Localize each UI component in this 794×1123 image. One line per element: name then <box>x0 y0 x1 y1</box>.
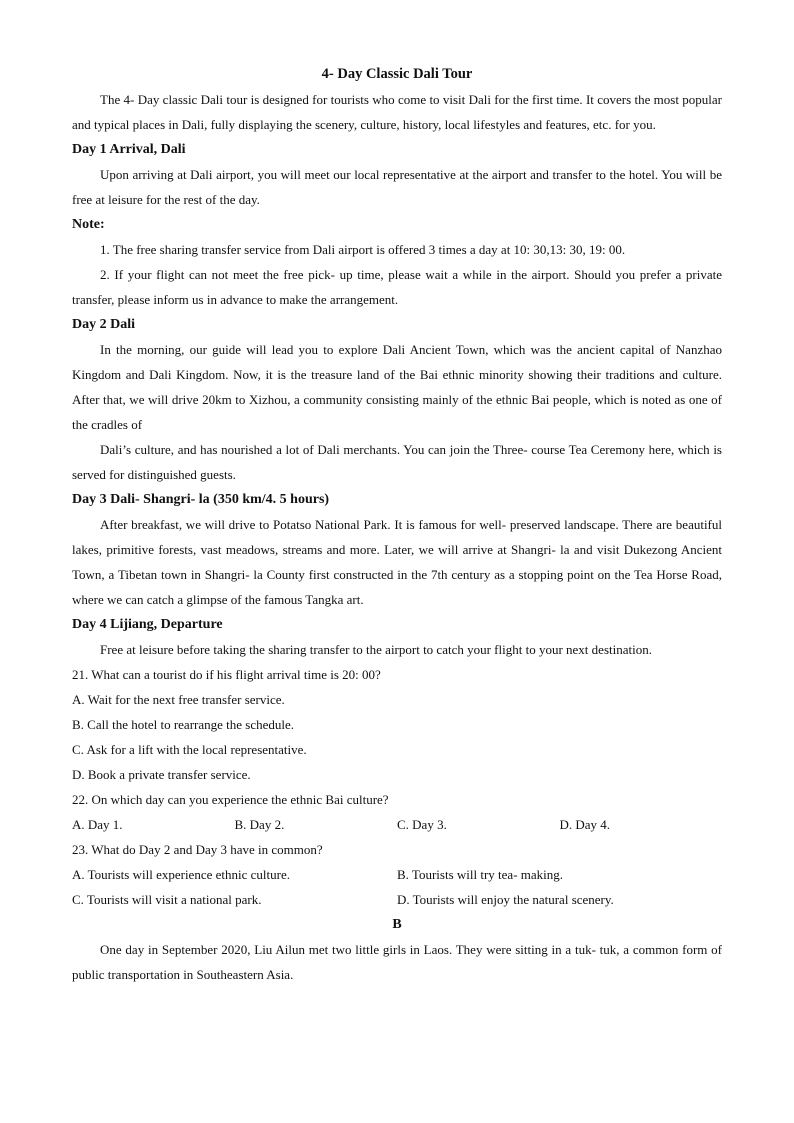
note-heading: Note: <box>72 217 105 232</box>
intro-paragraph: The 4- Day classic Dali tour is designed for tourists who come to visit Dali for the first time. It covers the most popular and typical places in Dali, fully displaying the scenery, culture, history, local lifestyles and features, etc. for you. <box>72 92 722 132</box>
section-b-label: B <box>392 917 402 932</box>
day2-heading: Day 2 Dali <box>72 317 135 332</box>
q22-option-b: B. Day 2. <box>234 817 285 832</box>
q21-option-a: A. Wait for the next free transfer service. <box>72 692 285 707</box>
day1-text: Upon arriving at Dali airport, you will meet our local representative at the airport and transfer to the hotel. You will be free at leisure for the rest of the day. <box>72 167 722 207</box>
question-23: 23. What do Day 2 and Day 3 have in common? <box>72 842 323 857</box>
day3-heading: Day 3 Dali- Shangri- la (350 km/4. 5 hours) <box>72 492 330 507</box>
q23-option-a: A. Tourists will experience ethnic culture. <box>72 867 290 882</box>
day4-text: Free at leisure before taking the sharing transfer to the airport to catch your flight to your next destination. <box>100 642 652 657</box>
q22-option-d: D. Day 4. <box>559 817 611 832</box>
document-title: 4- Day Classic Dali Tour <box>321 66 473 82</box>
document-page <box>72 62 722 987</box>
section-b-text: One day in September 2020, Liu Ailun met two little girls in Laos. They were sitting in a tuk- tuk, a common form of public transportation in Southeastern Asia. <box>72 942 722 982</box>
q21-option-d: D. Book a private transfer service. <box>72 767 251 782</box>
day4-heading: Day 4 Lijiang, Departure <box>72 617 223 632</box>
note-item-2: 2. If your flight can not meet the free pick- up time, please wait a while in the airport. Should you prefer a private transfer, please inform us in advance to make the arrangement. <box>72 267 722 307</box>
q22-options <box>72 812 722 837</box>
day2-text-2: Dali’s culture, and has nourished a lot of Dali merchants. You can join the Three- course Tea Ceremony here, which is served for distinguished guests. <box>72 442 722 482</box>
note-item-1: 1. The free sharing transfer service from Dali airport is offered 3 times a day at 10: 30,13: 30, 19: 00. <box>100 242 626 257</box>
day3-text: After breakfast, we will drive to Potatso National Park. It is famous for well- preserved landscape. There are beautiful lakes, primitive forests, vast meadows, streams and more. Later, we will arrive at Shangri- la and visit Dukezong Ancient Town, a Tibetan town in Shangri- la County first constructed in the 7th century as a stopping point on the Tea Horse Road, where we can catch a glimpse of the famous Tangka art. <box>72 517 722 607</box>
q22-option-c: C. Day 3. <box>397 817 447 832</box>
q23-options-row-1 <box>72 862 722 887</box>
q22-option-a: A. Day 1. <box>72 817 123 832</box>
day2-text-1: In the morning, our guide will lead you to explore Dali Ancient Town, which was the ancient capital of Nanzhao Kingdom and Dali Kingdom. Now, it is the treasure land of the Bai ethnic minority showing their traditions and culture. After that, we will drive 20km to Xizhou, a community consisting mainly of the ethnic Bai people, which is noted as one of the cradles of <box>72 342 722 432</box>
q23-option-c: C. Tourists will visit a national park. <box>72 892 262 907</box>
q23-option-d: D. Tourists will enjoy the natural scenery. <box>397 892 614 907</box>
q23-option-b: B. Tourists will try tea- making. <box>397 867 564 882</box>
day1-heading: Day 1 Arrival, Dali <box>72 142 186 157</box>
q23-options-row-2 <box>72 887 722 912</box>
q21-option-b: B. Call the hotel to rearrange the schedule. <box>72 717 295 732</box>
question-22: 22. On which day can you experience the ethnic Bai culture? <box>72 792 389 807</box>
question-21: 21. What can a tourist do if his flight arrival time is 20: 00? <box>72 667 381 682</box>
q21-option-c: C. Ask for a lift with the local representative. <box>72 742 307 757</box>
